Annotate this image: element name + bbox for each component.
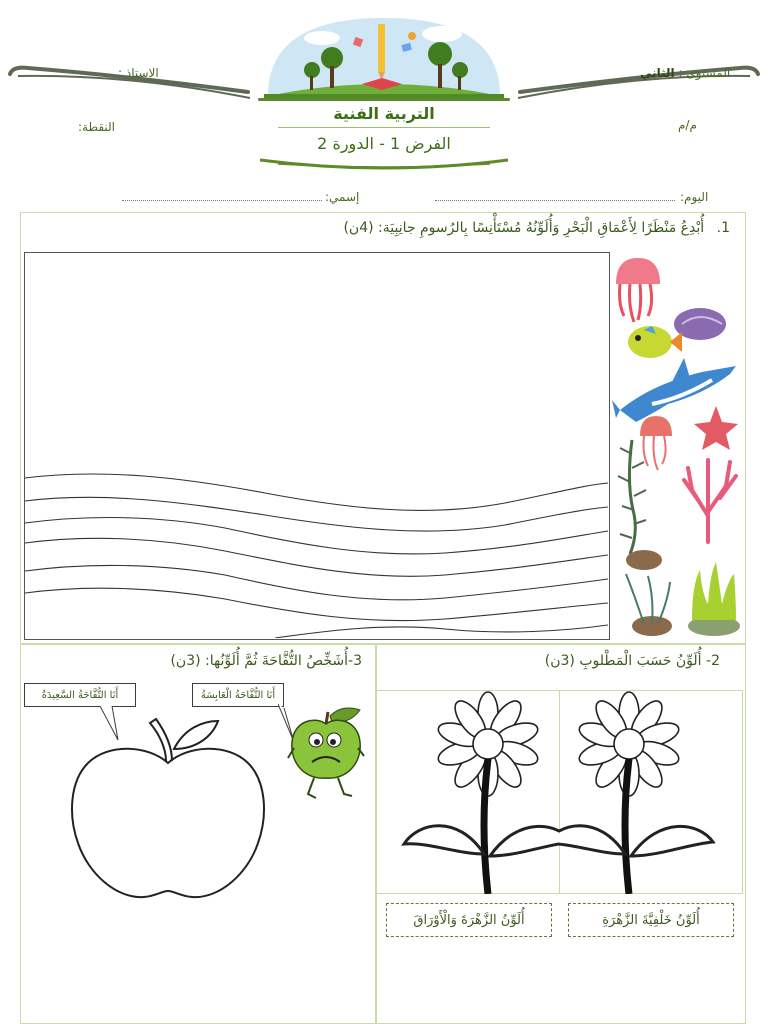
header-illustration [262,14,506,104]
yellow-fish-icon [628,326,682,358]
school-label: م/م [678,118,697,132]
flower-left-outline [376,690,560,894]
day-field[interactable] [435,200,675,201]
color-background-box: أُلَوِّنُ خَلْفِيَّةَ الزَّهْرَةِ [568,903,734,937]
green-algae-icon [688,562,740,636]
subject-title: التربية الفنية [333,104,435,123]
apple-outline[interactable] [68,715,268,905]
name-label: إسمي: [325,190,360,204]
sad-apple-bubble: أَنَا التُّفَّاحَةُ الْعَابِسَةُ [192,683,284,707]
level-label [640,66,730,80]
day-label: اليوم: [680,190,709,204]
small-jellyfish-icon [640,416,672,470]
sea-waves [25,253,608,638]
question-1-prompt: أُبْدِعُ مَنْظَرًا لِأَعْمَاقِ الْبَحْرِ وَأُلَوِّنُهُ مُسْتَأْنِسًا بِالرُسومِ جانِبِيَة: (4ن) [343,220,705,236]
coral-icon [684,460,736,542]
drawing-area[interactable] [24,252,610,640]
level-label-text: المستوى : [678,66,731,80]
color-flower-box: أُلَوِّنُ الزَّهْرَةَ وَالْأَوْرَاقَ [386,903,552,937]
sea-creatures-illustration [612,254,742,640]
name-field[interactable] [122,200,322,201]
title-band [258,96,510,178]
seaweed-icon [618,440,646,554]
exam-title: الفرض 1 - الدورة 2 [317,134,451,153]
sad-apple-character-icon [286,702,366,802]
starfish-icon [694,406,738,450]
score-label: النقطة: [78,120,116,134]
question-1-text [300,220,730,236]
pink-jellyfish-icon [616,258,660,322]
teacher-label: الاستاذ : [118,66,159,80]
question-3-text: 3-أُشَخِّصُ التُّفَّاحَةَ ثُمَّ أُلَوِّنُها: (3ن) [170,653,362,669]
question-1-number: 1. [716,220,730,236]
question-2-text: 2- أُلَوِّنُ حَسَبَ الْمَطْلوبِ (3ن) [544,653,720,669]
level-value: الثاني [640,66,675,80]
flower-right-outline [559,690,743,894]
happy-apple-bubble: أَنَا التُّفَّاحَةُ السَّعِيدَةُ [24,683,136,707]
